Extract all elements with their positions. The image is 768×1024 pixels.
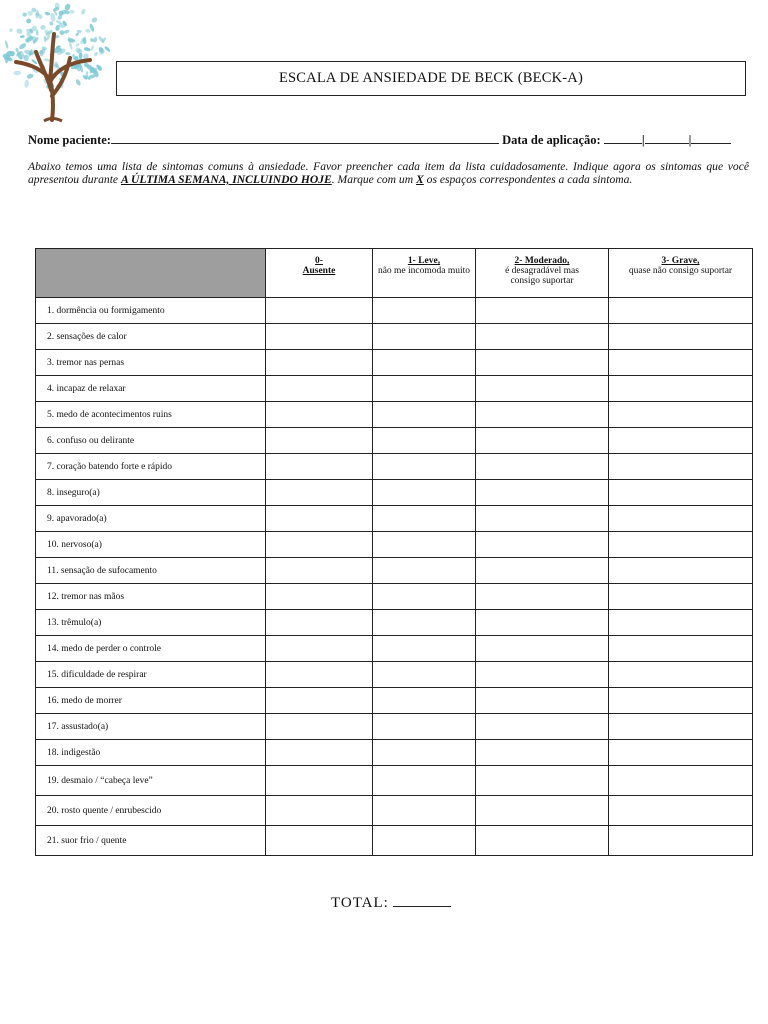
answer-cell-2[interactable] [476, 402, 609, 428]
table-row [36, 740, 753, 766]
answer-cell-3[interactable] [609, 532, 753, 558]
table-row [36, 350, 753, 376]
answer-cell-3[interactable] [609, 610, 753, 636]
column-header-grave [609, 249, 753, 298]
answer-cell-1[interactable] [373, 558, 476, 584]
answer-cell-1[interactable] [373, 584, 476, 610]
answer-cell-1[interactable] [373, 740, 476, 766]
answer-cell-3[interactable] [609, 402, 753, 428]
table-row [36, 584, 753, 610]
answer-cell-0[interactable] [266, 480, 373, 506]
answer-cell-0[interactable] [266, 740, 373, 766]
column-header-desc: é desagradável mas consigo suportar [505, 266, 579, 286]
column-header-label: 0- [315, 256, 323, 266]
answer-cell-1[interactable] [373, 480, 476, 506]
column-header-desc: quase não consigo suportar [628, 266, 733, 276]
answer-cell-1[interactable] [373, 428, 476, 454]
date-year-field[interactable] [691, 132, 731, 144]
column-header-moderado [476, 249, 609, 298]
answer-cell-3[interactable] [609, 298, 753, 324]
answer-cell-1[interactable] [373, 298, 476, 324]
symptom-label: 15. dificuldade de respirar [36, 662, 266, 688]
answer-cell-1[interactable] [373, 662, 476, 688]
answer-cell-0[interactable] [266, 506, 373, 532]
answer-cell-0[interactable] [266, 662, 373, 688]
answer-cell-2[interactable] [476, 298, 609, 324]
answer-cell-0[interactable] [266, 454, 373, 480]
symptom-label: 14. medo de perder o controle [36, 636, 266, 662]
answer-cell-3[interactable] [609, 324, 753, 350]
table-row [36, 826, 753, 856]
instructions-text-1: Abaixo temos uma lista de sintomas comuns à ansiedade. Favor preencher cada item da lista cuidadosamente. Indique agora os sintomas que você apresentou durante [28, 160, 749, 186]
table-row [36, 532, 753, 558]
answer-cell-1[interactable] [373, 402, 476, 428]
answer-cell-2[interactable] [476, 428, 609, 454]
table-header-row [36, 249, 753, 298]
answer-cell-0[interactable] [266, 402, 373, 428]
page-title: ESCALA DE ANSIEDADE DE BECK (BECK-A) [116, 61, 746, 96]
answer-cell-2[interactable] [476, 532, 609, 558]
answer-cell-2[interactable] [476, 740, 609, 766]
answer-cell-2[interactable] [476, 766, 609, 796]
instructions-text-2: . Marque com um [331, 173, 417, 186]
answer-cell-1[interactable] [373, 714, 476, 740]
answer-cell-1[interactable] [373, 532, 476, 558]
answer-cell-1[interactable] [373, 796, 476, 826]
instructions-mark: X [416, 173, 424, 186]
symptom-label: 10. nervoso(a) [36, 532, 266, 558]
header-blank-cell [36, 249, 266, 298]
answer-cell-2[interactable] [476, 558, 609, 584]
answer-cell-1[interactable] [373, 636, 476, 662]
answer-cell-3[interactable] [609, 376, 753, 402]
instructions [28, 160, 749, 186]
table-row [36, 454, 753, 480]
answer-cell-0[interactable] [266, 796, 373, 826]
answer-cell-0[interactable] [266, 636, 373, 662]
answer-cell-2[interactable] [476, 584, 609, 610]
column-header-label: 1- Leve, [407, 256, 441, 266]
answer-cell-1[interactable] [373, 350, 476, 376]
answer-cell-2[interactable] [476, 610, 609, 636]
column-header-ausente [266, 249, 373, 298]
answer-cell-3[interactable] [609, 584, 753, 610]
symptom-label: 21. suor frio / quente [36, 826, 266, 856]
symptom-label: 5. medo de acontecimentos ruins [36, 402, 266, 428]
answer-cell-2[interactable] [476, 662, 609, 688]
table-row [36, 480, 753, 506]
patient-name-field[interactable] [111, 132, 499, 144]
answer-cell-1[interactable] [373, 506, 476, 532]
answer-cell-1[interactable] [373, 454, 476, 480]
patient-name-label: Nome paciente: [28, 133, 111, 147]
symptom-label: 11. sensação de sufocamento [36, 558, 266, 584]
symptom-label: 9. apavorado(a) [36, 506, 266, 532]
table-row [36, 376, 753, 402]
table-row [36, 506, 753, 532]
table-row [36, 662, 753, 688]
answer-cell-0[interactable] [266, 688, 373, 714]
table-row [36, 558, 753, 584]
answer-cell-2[interactable] [476, 324, 609, 350]
answer-cell-0[interactable] [266, 714, 373, 740]
column-header-label-2: Ausente [302, 266, 336, 276]
table-row [36, 324, 753, 350]
symptom-label: 1. dormência ou formigamento [36, 298, 266, 324]
answer-cell-1[interactable] [373, 376, 476, 402]
answer-cell-3[interactable] [609, 688, 753, 714]
answer-cell-0[interactable] [266, 324, 373, 350]
answer-cell-0[interactable] [266, 826, 373, 856]
answer-cell-1[interactable] [373, 610, 476, 636]
symptom-label: 4. incapaz de relaxar [36, 376, 266, 402]
symptom-table [35, 248, 753, 856]
answer-cell-0[interactable] [266, 766, 373, 796]
answer-cell-0[interactable] [266, 584, 373, 610]
symptom-label: 13. trêmulo(a) [36, 610, 266, 636]
answer-cell-2[interactable] [476, 480, 609, 506]
instructions-emphasis: A ÚLTIMA SEMANA, INCLUINDO HOJE [120, 173, 332, 186]
answer-cell-3[interactable] [609, 662, 753, 688]
total-line [331, 893, 451, 912]
date-month-field[interactable] [645, 132, 689, 144]
date-day-field[interactable] [604, 132, 642, 144]
column-header-leve [373, 249, 476, 298]
answer-cell-3[interactable] [609, 740, 753, 766]
answer-cell-3[interactable] [609, 480, 753, 506]
answer-cell-2[interactable] [476, 714, 609, 740]
answer-cell-3[interactable] [609, 766, 753, 796]
answer-cell-1[interactable] [373, 324, 476, 350]
symptom-label: 8. inseguro(a) [36, 480, 266, 506]
answer-cell-3[interactable] [609, 796, 753, 826]
column-header-desc: não me incomoda muito [377, 266, 471, 276]
answer-cell-2[interactable] [476, 796, 609, 826]
symptom-label: 12. tremor nas mãos [36, 584, 266, 610]
symptom-label: 16. medo de morrer [36, 688, 266, 714]
symptom-label: 3. tremor nas pernas [36, 350, 266, 376]
table-row [36, 298, 753, 324]
answer-cell-3[interactable] [609, 636, 753, 662]
column-header-label: 3- Grave, [661, 256, 700, 266]
answer-cell-2[interactable] [476, 376, 609, 402]
symptom-label: 7. coração batendo forte e rápido [36, 454, 266, 480]
table-row [36, 688, 753, 714]
symptom-label: 6. confuso ou delirante [36, 428, 266, 454]
total-field[interactable] [393, 893, 451, 907]
answer-cell-2[interactable] [476, 454, 609, 480]
answer-cell-2[interactable] [476, 350, 609, 376]
answer-cell-3[interactable] [609, 506, 753, 532]
symptom-label: 20. rosto quente / enrubescido [36, 796, 266, 826]
answer-cell-3[interactable] [609, 428, 753, 454]
answer-cell-2[interactable] [476, 506, 609, 532]
table-row [36, 796, 753, 826]
patient-fields: Nome paciente: Data de aplicação: | | [28, 132, 748, 148]
table-row [36, 402, 753, 428]
tree-logo-icon [0, 0, 112, 124]
table-row [36, 714, 753, 740]
answer-cell-3[interactable] [609, 558, 753, 584]
total-label: TOTAL: [331, 895, 389, 911]
answer-cell-1[interactable] [373, 766, 476, 796]
answer-cell-0[interactable] [266, 610, 373, 636]
table-row [36, 636, 753, 662]
instructions-text-3: os espaços correspondentes a cada sintoma. [423, 173, 633, 186]
answer-cell-3[interactable] [609, 826, 753, 856]
answer-cell-0[interactable] [266, 298, 373, 324]
answer-cell-3[interactable] [609, 350, 753, 376]
answer-cell-0[interactable] [266, 350, 373, 376]
answer-cell-1[interactable] [373, 826, 476, 856]
answer-cell-2[interactable] [476, 688, 609, 714]
table-row [36, 610, 753, 636]
date-label: Data de aplicação: [502, 133, 601, 147]
answer-cell-0[interactable] [266, 532, 373, 558]
answer-cell-1[interactable] [373, 688, 476, 714]
answer-cell-3[interactable] [609, 714, 753, 740]
symptom-label: 19. desmaio / “cabeça leve” [36, 766, 266, 796]
answer-cell-0[interactable] [266, 558, 373, 584]
answer-cell-0[interactable] [266, 376, 373, 402]
answer-cell-0[interactable] [266, 428, 373, 454]
table-row [36, 766, 753, 796]
answer-cell-2[interactable] [476, 826, 609, 856]
symptom-label: 18. indigestão [36, 740, 266, 766]
symptom-label: 2. sensações de calor [36, 324, 266, 350]
answer-cell-2[interactable] [476, 636, 609, 662]
column-header-label: 2- Moderado, [514, 256, 570, 266]
table-row [36, 428, 753, 454]
symptom-label: 17. assustado(a) [36, 714, 266, 740]
answer-cell-3[interactable] [609, 454, 753, 480]
